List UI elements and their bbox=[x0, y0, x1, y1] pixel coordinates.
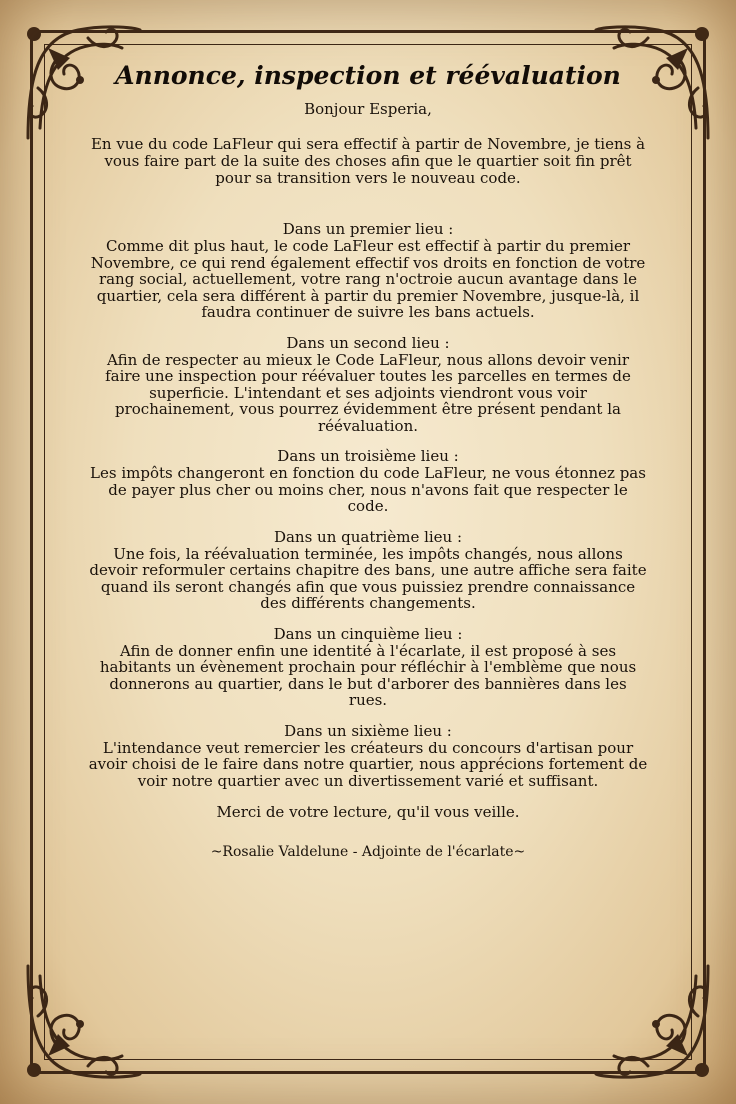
section-heading: Dans un cinquième lieu : bbox=[273, 624, 463, 643]
section-1 bbox=[88, 221, 648, 321]
closing-line: Merci de votre lecture, qu'il vous veille. bbox=[216, 803, 520, 821]
signature: ~Rosalie Valdelune - Adjointe de l'écarlate~ bbox=[210, 844, 526, 860]
announcement-content bbox=[88, 62, 648, 875]
section-body: Comme dit plus haut, le code LaFleur est effectif à partir du premier Novembre, ce qui rend également effectif vos droits en fonction de votre rang social, actuellement, votre rang n'octroie aucun avantage dans le quartier, cela sera différent à partir du premier Novembre, jusque-là, il faudra continuer de suivre les bans actuels. bbox=[90, 237, 646, 321]
section-body: Afin de respecter au mieux le Code LaFleur, nous allons devoir venir faire une inspection pour réévaluer toutes les parcelles en termes de superficie. L'intendant et ses adjoints viendront vous voir prochainement, vous pourrez évidemment être présent pendant la réévaluation. bbox=[105, 350, 631, 435]
section-heading: Dans un second lieu : bbox=[286, 333, 450, 352]
section-3 bbox=[88, 448, 648, 515]
section-body: Les impôts changeront en fonction du code LaFleur, ne vous étonnez pas de payer plus cher ou moins cher, nous n'avons fait que respecter le code. bbox=[90, 464, 646, 515]
section-6 bbox=[88, 723, 648, 790]
section-body: Une fois, la réévaluation terminée, les impôts changés, nous allons devoir reformuler certains chapitre des bans, une autre affiche sera faite quand ils seront changés afin que vous puissiez prendre connaissance des différents changements. bbox=[89, 544, 647, 612]
flourish-corner-icon bbox=[588, 956, 718, 1086]
section-heading: Dans un premier lieu : bbox=[282, 220, 454, 238]
announcement-title: Annonce, inspection et réévaluation bbox=[115, 61, 621, 90]
section-heading: Dans un quatrième lieu : bbox=[273, 527, 463, 546]
flourish-corner-icon bbox=[18, 956, 148, 1086]
section-2 bbox=[88, 335, 648, 435]
section-body: Afin de donner enfin une identité à l'écarlate, il est proposé à ses habitants un évènement prochain pour réfléchir à l'emblème que nous donnerons au quartier, dans le but d'arborer des bannières dans les rues. bbox=[99, 641, 637, 709]
section-heading: Dans un sixième lieu : bbox=[284, 721, 452, 740]
section-heading: Dans un troisième lieu : bbox=[277, 447, 459, 465]
section-5 bbox=[88, 626, 648, 709]
greeting: Bonjour Esperia, bbox=[304, 100, 432, 118]
section-body: L'intendance veut remercier les créateurs du concours d'artisan pour avoir choisi de le faire dans notre quartier, nous apprécions fortement de voir notre quartier avec un divertissement varié et suffisant. bbox=[88, 738, 648, 790]
intro-paragraph: En vue du code LaFleur qui sera effectif à partir de Novembre, je tiens à vous faire part de la suite des choses afin que le quartier soit fin prêt pour sa transition vers le nouveau code. bbox=[90, 135, 646, 187]
section-4 bbox=[88, 529, 648, 612]
